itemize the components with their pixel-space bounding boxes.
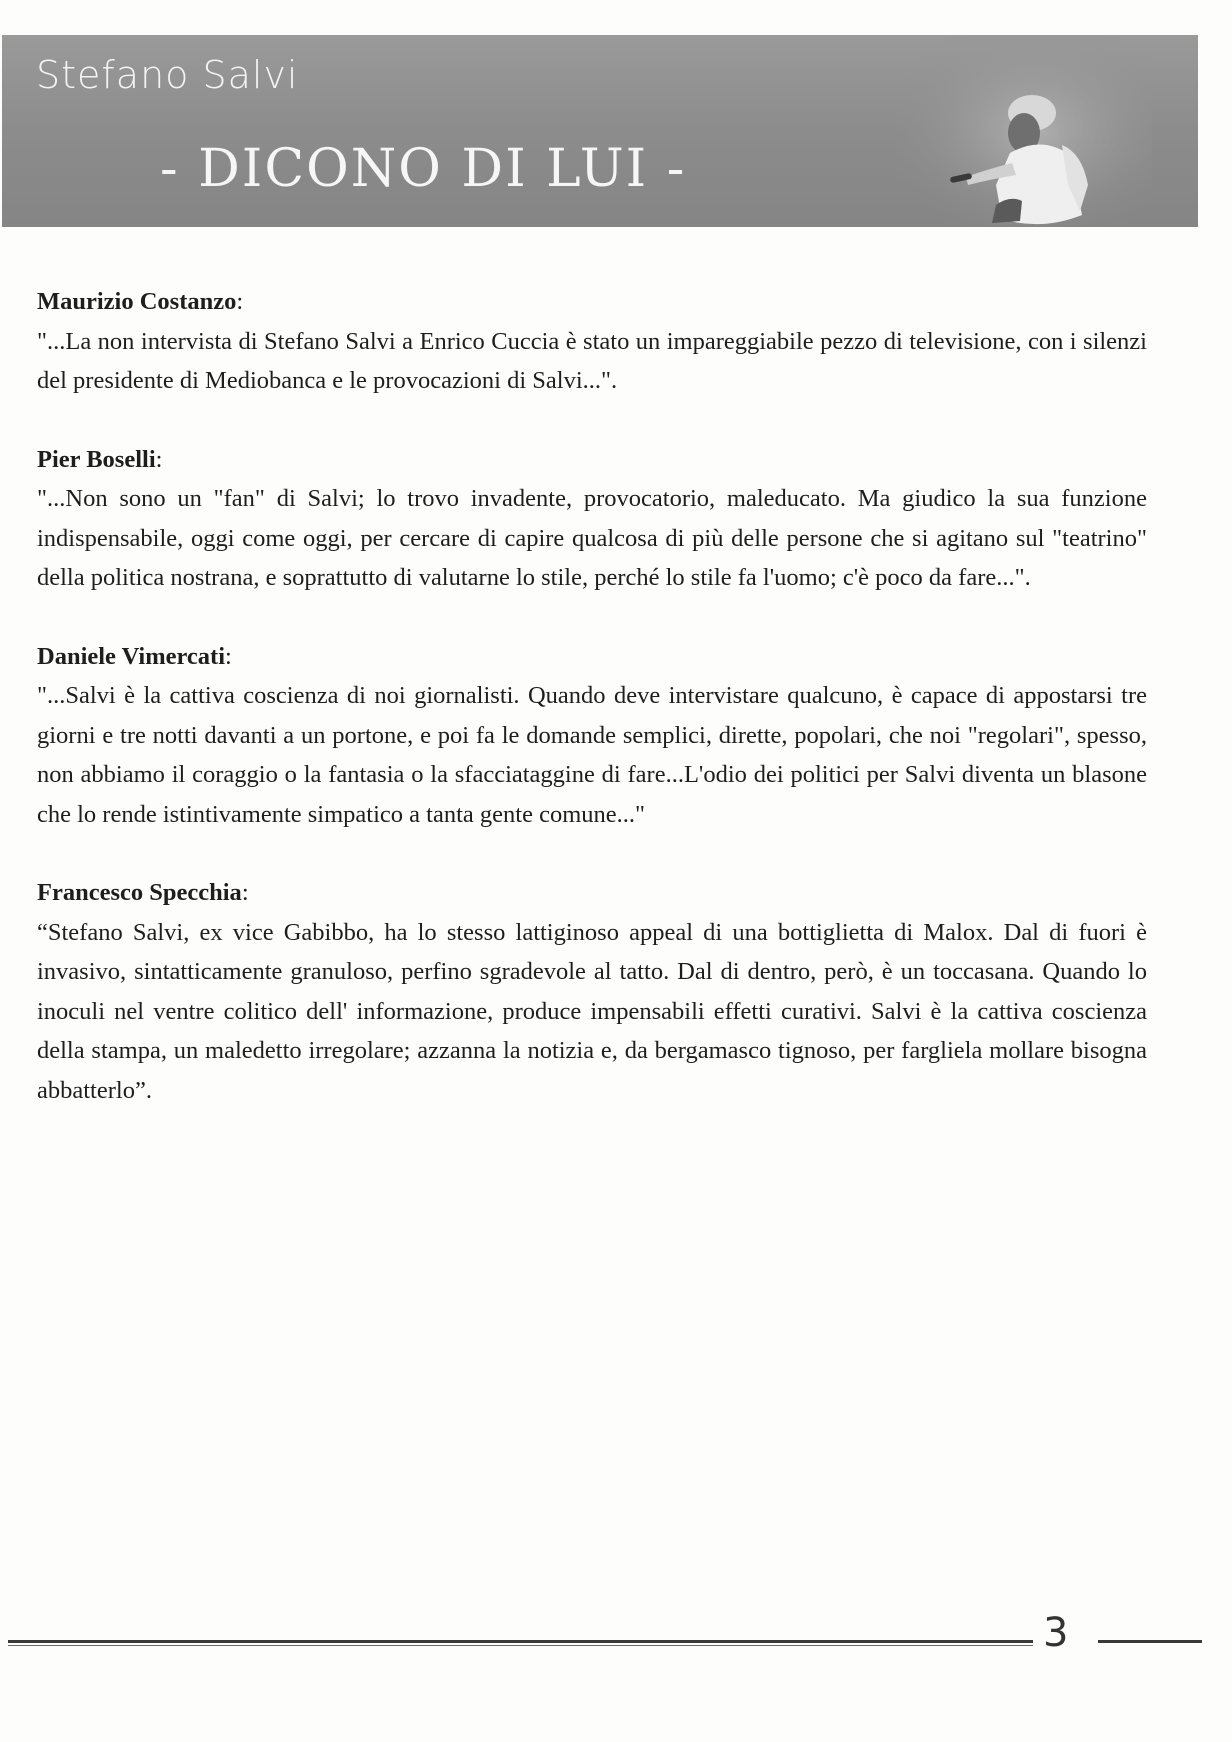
header-title: - DICONO DI LUI - bbox=[160, 139, 687, 199]
quote-text: “Stefano Salvi, ex vice Gabibbo, ha lo stesso lattiginoso appeal di una bottiglietta di Malox. Dal di fuori è invasivo, sintatticamente granuloso, perfino sgradevole al tatto. Dal di dentro, però, è un toccasana. Quando lo inoculi nel ventre colitico dell' informazione, produce impensabili effetti curativi. Salvi è la cattiva coscienza della stampa, un maledetto irregolare; azzanna la notizia e, da bergamasco tignoso, per fargliela mollare bisogna abbatterlo”. bbox=[37, 918, 1147, 1104]
footer-divider-left bbox=[8, 1640, 1033, 1643]
quote-author: Daniele Vimercati: bbox=[37, 642, 232, 670]
quote-author: Maurizio Costanzo: bbox=[37, 288, 244, 315]
quote-block bbox=[37, 873, 1147, 1110]
quote-block bbox=[37, 440, 1147, 598]
quote-text: "...Salvi è la cattiva coscienza di noi giornalisti. Quando deve intervistare qualcuno, è capace di appostarsi tre giorni e tre notti davanti a un portone, e poi fa le domande semplici, dirette, popolari, che noi "regolari", spesso, non abbiamo il coraggio o la fantasia o la sfacciataggine di fare...L'odio dei politici per Salvi diventa un blasone che lo rende istintivamente simpatico a tanta gente comune..." bbox=[37, 682, 1147, 828]
header-banner bbox=[2, 35, 1198, 227]
quote-block bbox=[37, 282, 1147, 401]
page-number: 3 bbox=[1043, 1610, 1069, 1656]
quote-block bbox=[37, 637, 1147, 835]
header-name: Stefano Salvi bbox=[36, 53, 299, 97]
quotes-list bbox=[37, 282, 1147, 1149]
performer-photo bbox=[892, 35, 1152, 227]
quote-author: Francesco Specchia: bbox=[37, 879, 249, 906]
quote-text: "...La non intervista di Stefano Salvi a Enrico Cuccia è stato un impareggiabile pezzo di televisione, con i silenzi del presidente di Mediobanca e le provocazioni di Salvi...". bbox=[37, 327, 1147, 394]
quote-text: "...Non sono un "fan" di Salvi; lo trovo invadente, provocatorio, maleducato. Ma giudico la sua funzione indispensabile, oggi come oggi, per cercare di capire qualcosa di più delle persone che si agitano sul "teatrino" della politica nostrana, e soprattutto di valutarne lo stile, perché lo stile fa l'uomo; c'è poco da fare...". bbox=[37, 485, 1147, 591]
quote-author: Pier Boselli: bbox=[37, 445, 163, 473]
footer-divider-right bbox=[1098, 1640, 1202, 1643]
